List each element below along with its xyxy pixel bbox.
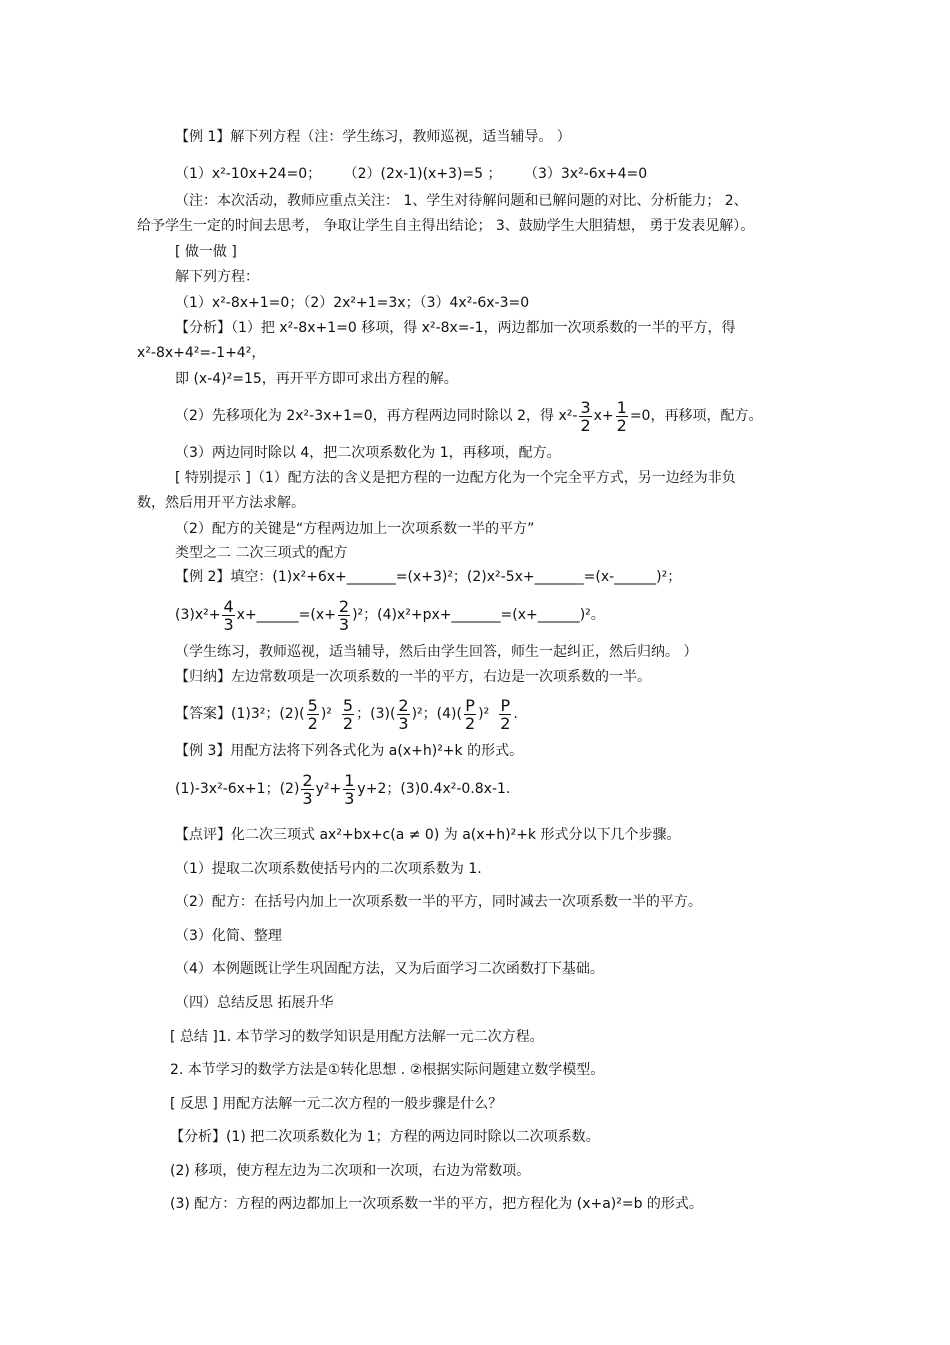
- ex3-step3: （3）化简、整理: [175, 928, 282, 944]
- type2-title: 类型之二 二次三项式的配方: [175, 545, 348, 561]
- summary-section-title: （四）总结反思 拓展升华: [175, 995, 334, 1011]
- answer-text-a: 【答案】(1)3²；(2)(: [175, 706, 305, 722]
- fraction-5-over-2: $\frac{5}{2}$: [307, 695, 318, 733]
- try-analysis-2: [175, 396, 762, 436]
- answer-text-c: ；(3)(: [356, 706, 396, 722]
- ex3-title: 【例 3】用配方法将下列各式化为 a(x+h)²+k 的形式。: [175, 743, 524, 759]
- ex2-note: （学生练习，教师巡视，适当辅导，然后由学生回答，师生一起纠正，然后归纳。 ）: [175, 644, 698, 660]
- ex1-title: 【例 1】解下列方程（注：学生练习，教师巡视，适当辅导。 ）: [175, 129, 571, 145]
- fraction-4-over-3: $\frac{4}{3}$: [223, 596, 234, 634]
- fraction-2-over-3-b: $\frac{2}{3}$: [398, 695, 409, 733]
- answer-text-f: .: [513, 706, 518, 722]
- fraction-1-over-3: $\frac{1}{3}$: [344, 770, 355, 808]
- fraction-p-over-2: $\frac{P}{2}$: [464, 695, 476, 733]
- ex1-eq2: （2）(2x-1)(x+3)=5 ；: [343, 166, 502, 182]
- ex3-step1: （1）提取二次项系数使括号内的二次项系数为 1.: [175, 861, 482, 877]
- fraction-p-over-2-b: $\frac{P}{2}$: [500, 695, 511, 733]
- ex2-line1: 【例 2】填空：(1)x²+6x+_______=(x+3)²；(2)x²-5x+_______=(x-______)²；: [175, 569, 682, 585]
- ex2-line2-b: x+______=(x+: [236, 607, 336, 623]
- ex3-review: 【点评】化二次三项式 ax²+bx+c(a ≠ 0) 为 a(x+h)²+k 形式分以下几个步骤。: [175, 827, 681, 843]
- try-analysis-1: 【分析】（1）把 x²-8x+1=0 移项，得 x²-8x=-1，两边都加一次项系数的一半的平方，得: [175, 320, 736, 336]
- analysis-step2: (2) 移项，使方程左边为二次项和一次项，右边为常数项。: [170, 1163, 531, 1179]
- analysis2-text-a: （2）先移项化为 2x²-3x+1=0，再方程两边同时除以 2，得 x²-: [175, 408, 578, 424]
- ex3-expressions: [175, 767, 510, 811]
- ex3-text-b: y²+: [315, 781, 342, 797]
- ex1-equations: [175, 165, 647, 183]
- fraction-3-over-2: $\frac{3}{2}$: [580, 397, 591, 435]
- answer-text-d: )²；(4)(: [411, 706, 462, 722]
- analysis2-text-c: =0，再移项，配方。: [629, 408, 763, 424]
- analysis2-text-b: x+: [593, 408, 614, 424]
- ex2-line2-a: (3)x²+: [175, 607, 221, 623]
- fraction-5-over-2-b: $\frac{5}{2}$: [342, 695, 354, 733]
- ex3-text-a: (1)-3x²-6x+1；(2): [175, 781, 300, 797]
- ex2-answer: [175, 692, 518, 736]
- ex2-summary: 【归纳】左边常数项是一次项系数的一半的平方，右边是一次项系数的一半。: [175, 669, 651, 685]
- summary-line1: [ 总结 ]1. 本节学习的数学知识是用配方法解一元二次方程。: [170, 1029, 544, 1045]
- analysis-step1: 【分析】(1) 把二次项系数化为 1；方程的两边同时除以二次项系数。: [170, 1129, 600, 1145]
- tip-line1: [ 特别提示 ]（1）配方法的含义是把方程的一边配方化为一个完全平方式，另一边经为非负: [175, 470, 736, 486]
- try-analysis-1b: x²-8x+4²=-1+4²，: [137, 345, 266, 361]
- ex2-line2-c: )²；(4)x²+px+_______=(x+______)²。: [352, 607, 605, 623]
- ex1-note-line2: 给予学生一定的时间去思考， 争取让学生自主得出结论； 3、鼓励学生大胆猜想， 勇于发表见解）。: [137, 218, 755, 234]
- try-analysis-3: （3）两边同时除以 4，把二次项系数化为 1，再移项，配方。: [175, 445, 561, 461]
- ex1-note-line1: （注：本次活动，教师应重点关注： 1、学生对待解问题和已解问题的对比、分析能力； 2、: [175, 193, 748, 209]
- ex3-text-c: y+2；(3)0.4x²-0.8x-1.: [357, 781, 511, 797]
- summary-line2: 2. 本节学习的数学方法是①转化思想 . ②根据实际问题建立数学模型。: [170, 1062, 605, 1078]
- fraction-2-over-3-c: $\frac{2}{3}$: [302, 770, 313, 808]
- ex1-eq1: （1）x²-10x+24=0；: [175, 166, 322, 182]
- ex2-line2: [175, 593, 605, 637]
- try-title: [ 做一做 ]: [175, 244, 237, 260]
- answer-text-b: )²: [320, 706, 332, 722]
- tip-line1b: 数，然后用开平方法求解。: [137, 495, 305, 511]
- fraction-2-over-3: $\frac{2}{3}$: [338, 596, 350, 634]
- tip-line2: （2）配方的关键是“方程两边加上一次项系数一半的平方”: [175, 521, 535, 537]
- try-equations: （1）x²-8x+1=0；（2）2x²+1=3x；（3）4x²-6x-3=0: [175, 295, 530, 311]
- fraction-1-over-2: $\frac{1}{2}$: [616, 397, 627, 435]
- ex3-step4: （4）本例题既让学生巩固配方法，又为后面学习二次函数打下基础。: [175, 961, 604, 977]
- analysis-step3: (3) 配方：方程的两边都加上一次项系数一半的平方，把方程化为 (x+a)²=b 的形式。: [170, 1196, 703, 1212]
- ex3-step2: （2）配方：在括号内加上一次项系数一半的平方，同时减去一次项系数一半的平方。: [175, 894, 702, 910]
- ex1-eq3: （3）3x²-6x+4=0: [523, 166, 648, 182]
- answer-text-e: )²: [478, 706, 490, 722]
- try-intro: 解下列方程：: [175, 269, 259, 285]
- reflection-question: [ 反思 ] 用配方法解一元二次方程的一般步骤是什么？: [170, 1096, 503, 1112]
- try-analysis-1c: 即 (x-4)²=15，再开平方即可求出方程的解。: [175, 371, 458, 387]
